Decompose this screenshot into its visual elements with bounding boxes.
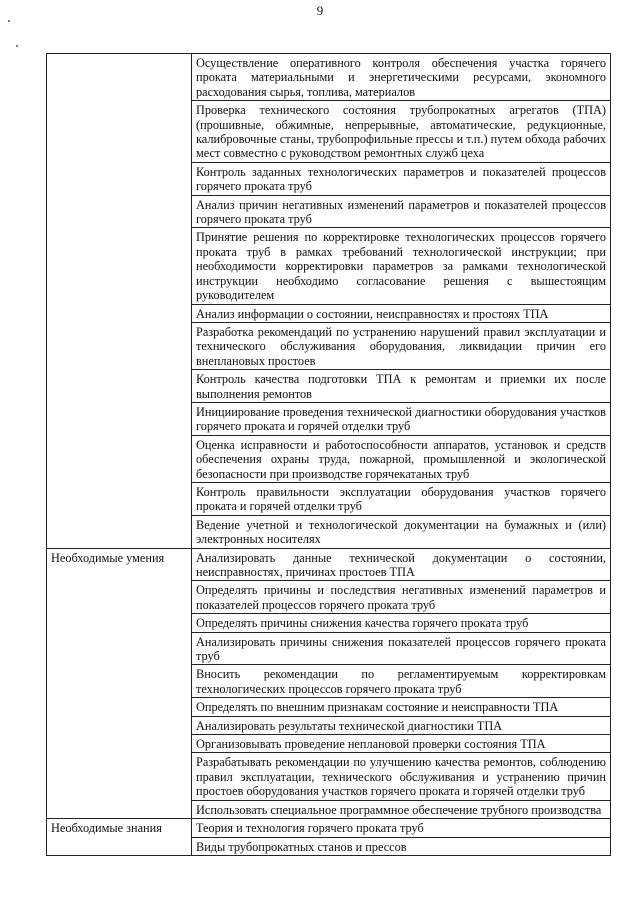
requirement-cell: Контроль заданных технологических параметров и показателей процессов горячего проката труб bbox=[192, 162, 611, 195]
requirement-cell: Анализировать данные технической документации о состоянии, неисправностях, причинах простоев ТПА bbox=[192, 548, 611, 581]
job-function-table bbox=[46, 53, 611, 856]
requirement-cell: Анализ причин негативных изменений параметров и показателей процессов горячего проката труб bbox=[192, 195, 611, 228]
requirement-cell: Организовывать проведение неплановой проверки состояния ТПА bbox=[192, 735, 611, 753]
page-number: 9 bbox=[316, 3, 324, 18]
requirement-cell: Использовать специальное программное обеспечение трубного производства bbox=[192, 800, 611, 818]
section-label: Необходимые умения bbox=[47, 548, 192, 819]
requirement-cell: Анализировать причины снижения показателей процессов горячего проката труб bbox=[192, 632, 611, 665]
requirement-cell: Теория и технология горячего проката труб bbox=[192, 819, 611, 837]
table-row bbox=[47, 54, 611, 101]
requirement-cell: Определять причины и последствия негативных изменений параметров и показателей процессов горячего проката труб bbox=[192, 581, 611, 614]
requirement-cell: Вносить рекомендации по регламентируемым корректировкам технологических процессов горячего проката труб bbox=[192, 665, 611, 698]
requirement-cell: Контроль качества подготовки ТПА к ремонтам и приемки их после выполнения ремонтов bbox=[192, 370, 611, 403]
section-label bbox=[47, 54, 192, 549]
requirement-cell: Оценка исправности и работоспособности аппаратов, установок и средств обеспечения охраны труда, пожарной, промышленной и экологической безопасности при производстве горячекатаных труб bbox=[192, 435, 611, 482]
requirement-cell: Анализировать результаты технической диагностики ТПА bbox=[192, 716, 611, 734]
requirement-cell: Принятие решения по корректировке технологических процессов горячего проката труб в рамках требований технологической инструкции; при необходимости корректировки параметров за рамками технологической инструкции необходимо согласование решения с вышестоящим руководителем bbox=[192, 228, 611, 304]
table-row bbox=[47, 548, 611, 581]
scan-speck bbox=[16, 45, 18, 47]
requirement-cell: Разрабатывать рекомендации по улучшению качества ремонтов, соблюдению правил эксплуатации, технического обслуживания и устранению причин простоев оборудования участков горячего проката и горячей отделки труб bbox=[192, 753, 611, 800]
requirement-cell: Проверка технического состояния трубопрокатных агрегатов (ТПА) (прошивные, обжимные, непрерывные, автоматические, редукционные, калибровочные станы, трубопрофильные прессы и т.п.) путем обхода рабочих мест совместно с руководством ремонтных служб цеха bbox=[192, 101, 611, 163]
scan-speck bbox=[8, 20, 10, 22]
requirement-cell: Виды трубопрокатных станов и прессов bbox=[192, 837, 611, 855]
requirement-cell: Определять причины снижения качества горячего проката труб bbox=[192, 614, 611, 632]
requirement-cell: Осуществление оперативного контроля обеспечения участка горячего проката материальными и энергетическими ресурсами, экономного расходования сырья, топлива, материалов bbox=[192, 54, 611, 101]
section-label: Необходимые знания bbox=[47, 819, 192, 856]
requirement-cell: Инициирование проведения технической диагностики оборудования участков горячего проката и горячей отделки труб bbox=[192, 402, 611, 435]
requirement-cell: Разработка рекомендаций по устранению нарушений правил эксплуатации и технического обслуживания оборудования, ликвидации причин его внеплановых простоев bbox=[192, 322, 611, 369]
requirement-cell: Определять по внешним признакам состояние и неисправности ТПА bbox=[192, 698, 611, 716]
requirement-cell: Анализ информации о состоянии, неисправностях и простоях ТПА bbox=[192, 304, 611, 322]
requirement-cell: Ведение учетной и технологической документации на бумажных и (или) электронных носителях bbox=[192, 515, 611, 548]
requirement-cell: Контроль правильности эксплуатации оборудования участков горячего проката и горячей отделки труб bbox=[192, 482, 611, 515]
table-row bbox=[47, 819, 611, 837]
